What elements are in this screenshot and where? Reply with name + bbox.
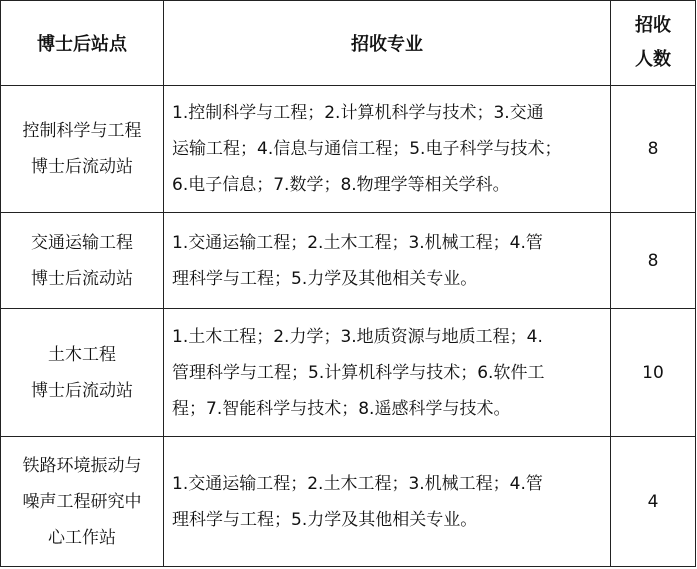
majors-line: 1.控制科学与工程；2.计算机科学与技术；3.交通 (172, 103, 544, 123)
majors-line: 1.土木工程；2.力学；3.地质资源与地质工程；4. (172, 326, 543, 347)
majors-line: 运输工程；4.信息与通信工程；5.电子科学与技术； (172, 139, 562, 159)
table-row (1, 309, 696, 437)
majors-line: 6.电子信息；7.数学；8.物理学等相关学科。 (172, 175, 510, 195)
majors-line: 1.交通运输工程；2.土木工程；3.机械工程；4.管 (172, 232, 543, 253)
station-line: 土木工程 (48, 344, 116, 365)
station-line: 博士后流动站 (31, 157, 133, 177)
header-majors: 招收专业 (164, 1, 611, 86)
header-station: 博士后站点 (1, 1, 164, 86)
header-row (1, 1, 696, 86)
majors-cell (164, 309, 611, 437)
header-quota-line2: 人数 (635, 49, 671, 70)
station-cell (1, 213, 164, 309)
station-line: 交通运输工程 (31, 232, 133, 253)
table-row (1, 86, 696, 213)
majors-line: 管理科学与工程；5.计算机科学与技术；6.软件工 (172, 362, 545, 383)
station-cell (1, 309, 164, 437)
station-cell (1, 86, 164, 213)
station-line: 噪声工程研究中 (22, 491, 142, 512)
station-line: 博士后流动站 (31, 268, 133, 289)
header-quota (611, 1, 696, 86)
station-line: 控制科学与工程 (22, 121, 142, 141)
quota-cell: 4 (611, 437, 696, 567)
station-line: 铁路环境振动与 (22, 455, 142, 476)
station-line: 心工作站 (48, 527, 116, 548)
majors-line: 理科学与工程；5.力学及其他相关专业。 (172, 509, 478, 530)
quota-cell: 8 (611, 213, 696, 309)
table-row (1, 437, 696, 567)
station-cell (1, 437, 164, 567)
header-quota-line1: 招收 (635, 15, 671, 36)
majors-line: 1.交通运输工程；2.土木工程；3.机械工程；4.管 (172, 473, 543, 494)
majors-cell (164, 437, 611, 567)
majors-cell (164, 213, 611, 309)
majors-line: 程；7.智能科学与技术；8.遥感科学与技术。 (172, 398, 511, 419)
table-row (1, 213, 696, 309)
majors-line: 理科学与工程；5.力学及其他相关专业。 (172, 268, 478, 289)
majors-cell (164, 86, 611, 213)
quota-cell: 10 (611, 309, 696, 437)
quota-cell: 8 (611, 86, 696, 213)
station-line: 博士后流动站 (31, 380, 133, 401)
